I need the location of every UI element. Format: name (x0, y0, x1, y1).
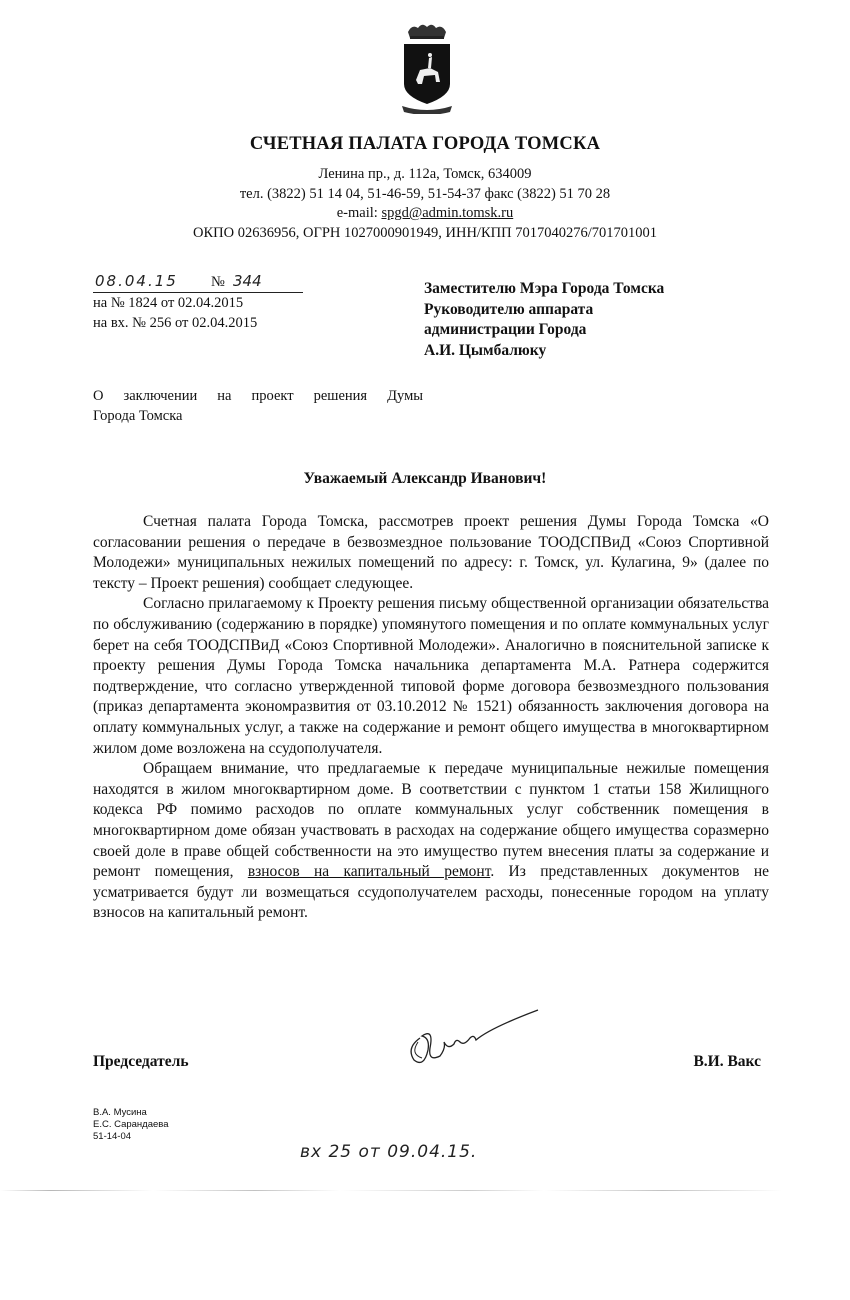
subject-line-1: О заключении на проект решения Думы (93, 388, 423, 404)
outgoing-number-handwritten: 344 (233, 272, 262, 290)
incoming-registration-handwritten: вх 25 от 09.04.15. (300, 1142, 478, 1162)
addressee-block (424, 279, 664, 361)
paragraph-3-text-b: . Из представленных документов не усматривается будут ли возмещаться ссудополучателем расходы, понесенные городом на уплату взносов на капитальный ремонт. (93, 863, 770, 922)
addressee-line-3: администрации Города (424, 321, 587, 338)
executor-2: Е.С. Сарандаева (93, 1119, 169, 1130)
body-paragraph-3 (93, 759, 769, 924)
scan-artifact-line (0, 1190, 850, 1191)
paragraph-3-underlined-text: взносов на капитальный ремонт (247, 863, 491, 881)
number-sign: № (211, 274, 225, 290)
letter-body (93, 512, 769, 924)
signatory-position: Председатель (93, 1053, 189, 1070)
outgoing-date-handwritten: 08.04.15 (95, 272, 178, 290)
addressee-line-1: Заместителю Мэра Города Томска (424, 280, 665, 297)
paragraph-3-text-a: Обращаем внимание, что предлагаемые к передаче муниципальные нежилые помещения находятся в жилом многоквартирном доме. В соответствии с пунктом 1 статьи 158 Жилищного кодекса РФ помимо расходов по оплате коммунальных услуг собственник помещения в многоквартирном доме обязан участвовать в расходах на содержание общего имущества соразмерно своей доле в праве общей собственности на это имущество путем внесения платы за содержание и ремонт помещения, (93, 760, 769, 881)
executor-1: В.А. Мусина (93, 1107, 147, 1118)
addressee-line-2: Руководителю аппарата (424, 300, 594, 318)
addressee-line-4: А.И. Цымбалюку (424, 341, 547, 359)
organization-registry-codes: ОКПО 02636956, ОГРН 1027000901949, ИНН/КПП 7017040276/701701001 (193, 225, 657, 241)
organization-name: СЧЕТНАЯ ПАЛАТА ГОРОДА ТОМСКА (249, 134, 601, 154)
letter-subject (93, 386, 423, 426)
reference-number-2: на вх. № 256 от 02.04.2015 (93, 315, 258, 331)
organization-address: Ленина пр., д. 112а, Томск, 634009 (318, 166, 532, 182)
executor-phone: 51-14-04 (93, 1131, 132, 1142)
reference-number-1: на № 1824 от 02.04.2015 (93, 295, 244, 311)
email-label: e-mail: (336, 205, 382, 221)
signatory-name: В.И. Вакс (693, 1053, 761, 1070)
organization-email-line (0, 203, 850, 223)
executors-block (93, 1107, 169, 1143)
subject-line-2: Города Томска (93, 408, 183, 424)
handwritten-signature-icon (400, 998, 550, 1068)
organization-phones: тел. (3822) 51 14 04, 51-46-59, 51-54-37 факс (3822) 51 70 28 (239, 186, 611, 202)
outgoing-registration-line (93, 272, 303, 293)
coat-of-arms-icon (396, 22, 458, 114)
email-link[interactable]: spgd@admin.tomsk.ru (381, 205, 514, 221)
body-paragraph-2: Согласно прилагаемому к Проекту решения письму общественной организации обязательства по обслуживанию (содержанию в порядке) упомянутого помещения и по оплате коммунальных услуг берет на себя ТООДСПВиД «Союз Спортивной Молодежи». Аналогично в пояснительной записке к проекту решения Думы Города Томска начальника департамента М.А. Ратнера содержится подтверждение, что согласно утвержденной типовой форме договора безвозмездного пользования (приказ департамента экономразвития от 03.10.2012 № 1521) обязанность заключения договора на оплату коммунальных услуг, а также на содержание и ремонт общего имущества в многоквартирном жилом доме возложена на ссудополучателя. (93, 595, 769, 757)
greeting: Уважаемый Александр Иванович! (303, 470, 547, 487)
body-paragraph-1: Счетная палата Города Томска, рассмотрев проект решения Думы Города Томска «О согласовании решения о передаче в безвозмездное пользование ТООДСПВиД «Союз Спортивной Молодежи» муниципальных нежилых помещений по адресу: г. Томск, ул. Кулагина, 9» (далее по тексту – Проект решения) сообщает следующее. (93, 513, 769, 592)
